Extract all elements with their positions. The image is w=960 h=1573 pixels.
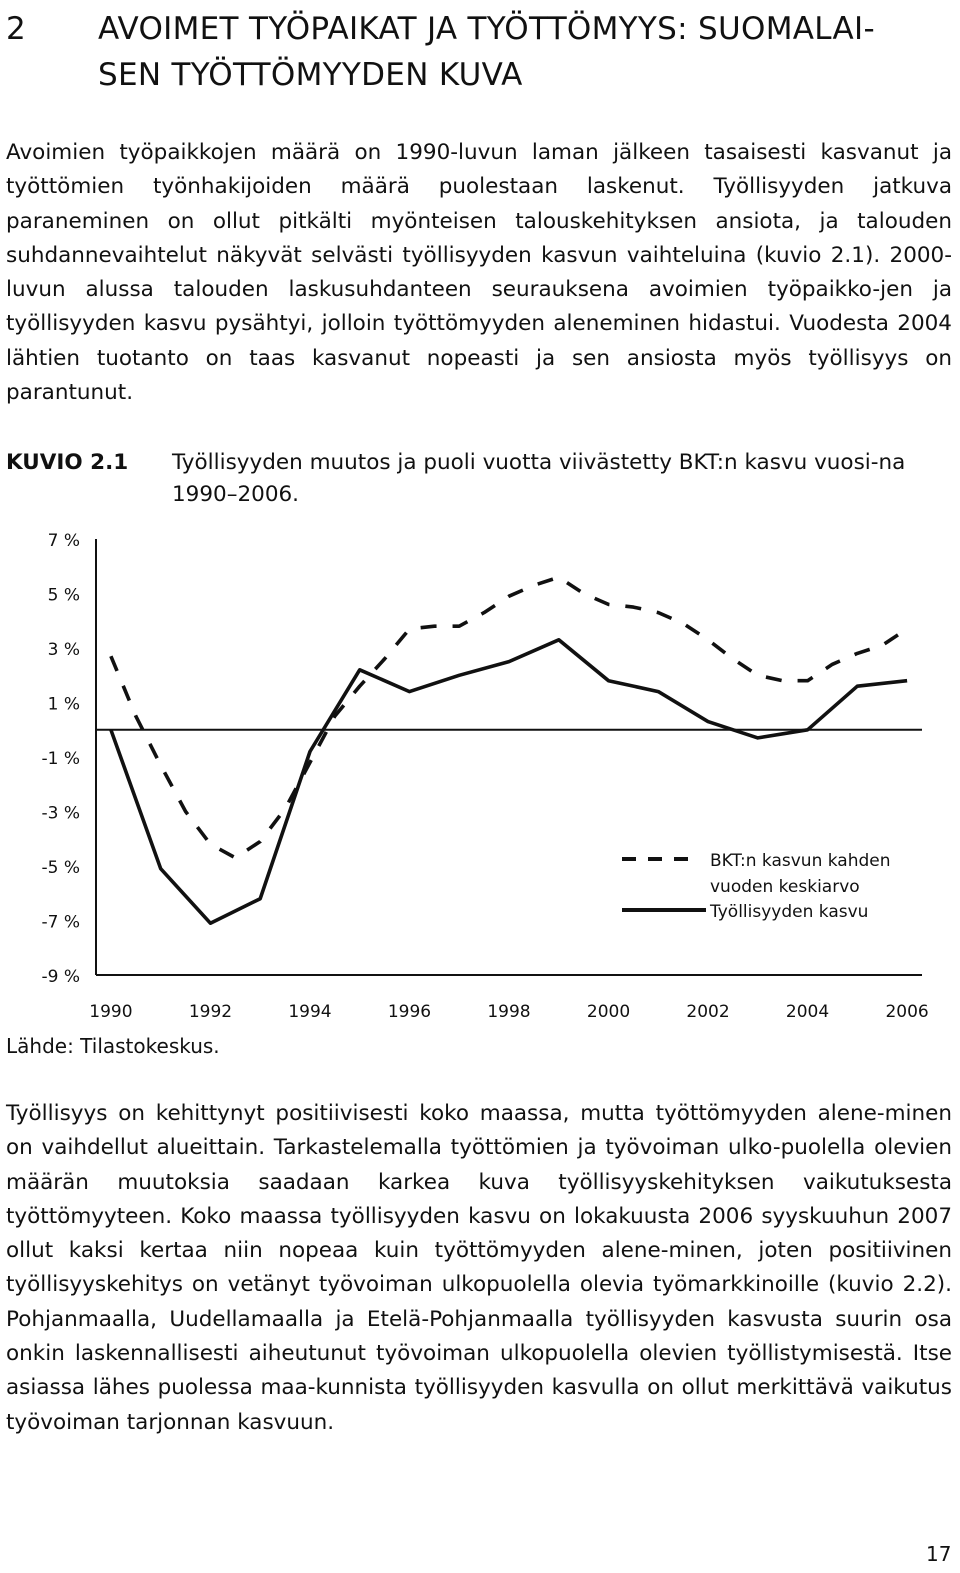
x-tick-label: 1996 (387, 1002, 432, 1022)
x-tick-label: 2006 (885, 1002, 929, 1022)
section-number: 2 (6, 11, 27, 47)
legend-label-employment: Työllisyyden kasvu (710, 902, 869, 922)
x-axis-labels (89, 1002, 928, 1022)
x-tick-label: 2000 (586, 1002, 631, 1022)
figure-caption: Työllisyyden muutos ja puoli vuotta viivästetty BKT:n kasvu vuosi-na 1990–2006. (172, 450, 906, 507)
intro-paragraph: Avoimien työpaikkojen määrä on 1990-luvun laman jälkeen tasaisesti kasvanut ja työttömien työnhakijoiden määrä puolestaan laskenut. Työllisyyden jatkuva paraneminen on ollut pitkälti myönteisen talouskehityksen ansiota, ja talouden suhdannevaihtelut näkyvät selvästi työllisyyden kasvun vaihteluina (kuvio 2.1). 2000-luvun alussa talouden laskusuhdanteen seurauksena avoimien työpaikko-jen ja työllisyyden kasvu pysähtyi, jolloin työttömyyden aleneminen hidastui. Vuodesta 2004 lähtien tuotanto on taas kasvanut nopeasti ja sen ansiosta myös työllisyys on parantunut. (6, 140, 952, 406)
y-tick-label: -5 % (41, 858, 80, 878)
line-chart (0, 520, 960, 1025)
page-number: 17 (926, 1542, 952, 1566)
legend-label-gdp-line2: vuoden keskiarvo (710, 877, 860, 897)
x-tick-label: 1992 (188, 1002, 233, 1022)
section-title: AVOIMET TYÖPAIKAT JA TYÖTTÖMYYS: SUOMALAI-SEN TYÖTTÖMYYDEN KUVA (98, 11, 875, 93)
x-tick-label: 2002 (686, 1002, 730, 1022)
x-tick-label: 1994 (288, 1002, 332, 1022)
y-tick-label: 5 % (47, 585, 80, 606)
y-tick-label: -9 % (41, 967, 80, 987)
chart-legend (622, 851, 891, 922)
legend-label-gdp-line1: BKT:n kasvun kahden (710, 851, 891, 871)
y-tick-label: 3 % (47, 640, 80, 660)
x-tick-label: 1998 (487, 1002, 531, 1022)
x-tick-label: 1990 (89, 1002, 133, 1022)
y-tick-label: 7 % (47, 531, 80, 551)
gdp-growth-series-line (111, 577, 907, 858)
figure-source: Lähde: Tilastokeskus. (6, 1034, 220, 1058)
figure-label: KUVIO 2.1 (6, 450, 129, 475)
body-paragraph: Työllisyys on kehittynyt positiivisesti koko maassa, mutta työttömyyden alene-minen on vaihdellut alueittain. Tarkastelemalla työttömien ja työvoiman ulko-puolella olevien määrän muutoksia saadaan karkea kuva työllisyyskehityksen vaikutuksesta työttömyyteen. Koko maassa työllisyyden kasvu on lokakuusta 2006 syyskuuhun 2007 ollut kaksi kertaa niin nopeaa kuin työttömyyden alene-minen, joten positiivinen työllisyyskehitys on vetänyt työvoiman ulkopuolella olevia työmarkkinoille (kuvio 2.2). Pohjanmaalla, Uudellamaalla ja Etelä-Pohjanmaalla työllisyyden kasvusta suurin osa onkin laskennallisesti aiheutunut työvoiman ulkopuolella olevien työllistymisestä. Itse asiassa lähes puolessa maa-kunnista työllisyyden kasvulla on ollut merkittävä vaikutus työvoiman tarjonnan kasvuun. (6, 1101, 952, 1435)
y-tick-label: -1 % (41, 749, 80, 769)
y-tick-label: 1 % (47, 694, 80, 715)
y-tick-label: -3 % (41, 803, 80, 824)
x-tick-label: 2004 (785, 1002, 830, 1022)
y-axis-labels (41, 531, 80, 987)
chart-series (111, 577, 907, 923)
y-tick-label: -7 % (41, 912, 80, 933)
